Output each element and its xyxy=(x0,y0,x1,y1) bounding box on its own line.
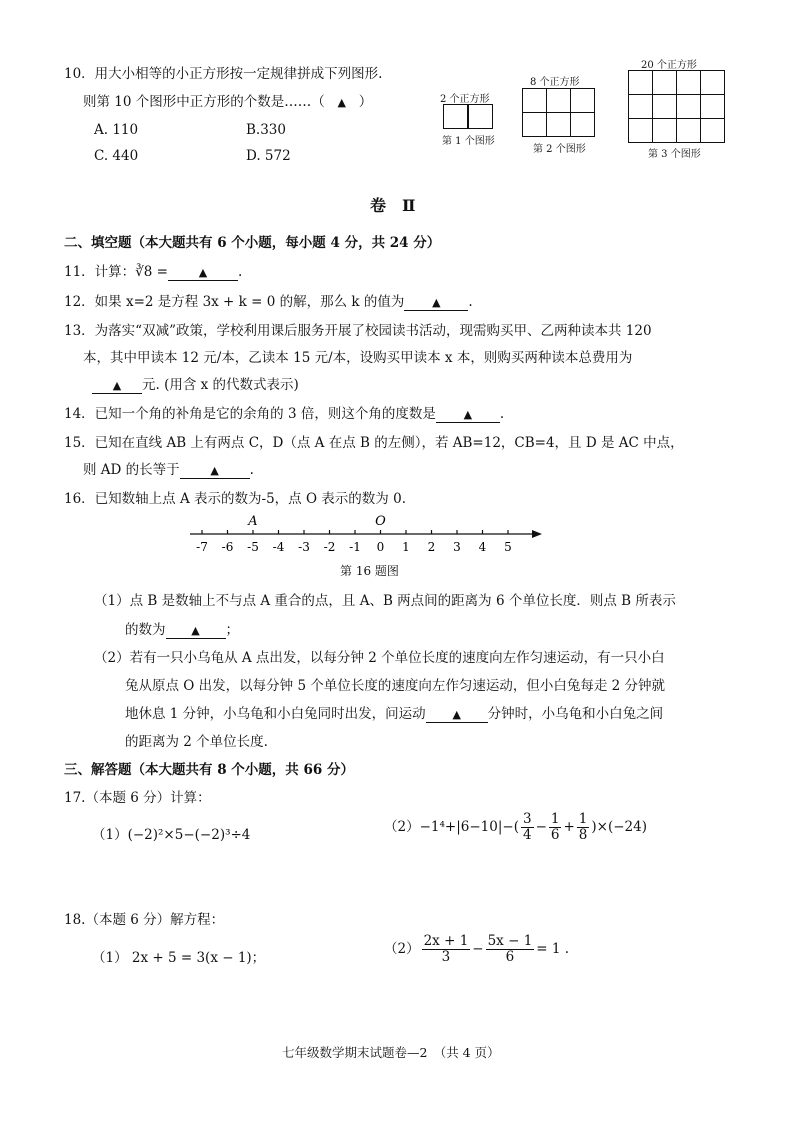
axis-tick-label: -5 xyxy=(247,540,259,554)
grid-square xyxy=(570,112,595,137)
q18-part2: （2） $\frac{2x + 1}{3}$ − $\frac{5x - 1}{6}$ = 1 . xyxy=(384,933,570,965)
grid-square xyxy=(522,88,547,113)
grid-square xyxy=(652,94,677,119)
grid-square xyxy=(700,70,725,95)
axis-tick-label: 1 xyxy=(402,540,410,554)
part3-heading: 三、解答题（本大题共有 8 个小题，共 66 分） xyxy=(64,762,354,778)
figure-1-grid xyxy=(443,104,493,129)
axis-tick-label: -3 xyxy=(298,540,310,554)
grid-square xyxy=(676,70,701,95)
grid-square xyxy=(700,118,725,143)
q12: 12．如果 x=2 是方程 3x + k = 0 的解，那么 k 的值为 ▲ . xyxy=(64,294,473,310)
axis-tick-label: 5 xyxy=(504,540,512,554)
figure-2-grid xyxy=(522,88,594,136)
q17-part1: （1）(−2)²×5−(−2)³÷4 xyxy=(92,827,251,843)
fig2-top-label: 8 个正方形 xyxy=(530,77,580,88)
answer-triangle: ▲ xyxy=(463,408,473,421)
axis-tick-label: 2 xyxy=(427,540,436,554)
fraction: $\frac{5x - 1}{6}$ xyxy=(487,933,533,965)
figure-3-grid xyxy=(628,70,724,142)
q13-line1: 13．为落实“双减”政策，学校利用课后服务开展了校园读书活动，现需购买甲、乙两种读本共 120 xyxy=(64,323,652,339)
axis-tick-label: -2 xyxy=(323,540,336,554)
fig3-top-label: 20 个正方形 xyxy=(641,60,697,71)
answer-triangle: ▲ xyxy=(432,296,441,309)
q15-line2: 则 AD 的长等于 ▲ . xyxy=(83,462,254,478)
section-title: 卷 Ⅱ xyxy=(370,196,416,215)
fig2-bottom-label: 第 2 个图形 xyxy=(533,144,586,155)
q16-stem: 16．已知数轴上点 A 表示的数为-5，点 O 表示的数为 0. xyxy=(64,491,406,507)
q10-option-a: A. 110 xyxy=(94,122,139,138)
q13-line2: 本，其中甲读本 12 元/本，乙读本 15 元/本，设购买甲读本 x 本，则购买两种读本总费用为 xyxy=(83,350,633,366)
fig1-top-label: 2 个正方形 xyxy=(440,94,490,105)
q14: 14．已知一个角的补角是它的余角的 3 倍，则这个角的度数是 ▲ . xyxy=(64,406,505,422)
q16-part2-line4: 的距离为 2 个单位长度. xyxy=(125,734,268,750)
axis-tick-label: 3 xyxy=(453,540,461,554)
answer-triangle: ▲ xyxy=(337,96,346,109)
axis-tick-label: -1 xyxy=(349,540,361,554)
answer-triangle: ▲ xyxy=(210,464,219,477)
fig3-bottom-label: 第 3 个图形 xyxy=(648,149,701,160)
answer-triangle: ▲ xyxy=(191,624,200,637)
axis-tick-label: -7 xyxy=(196,540,208,554)
q15-line1: 15．已知在直线 AB 上有两点 C，D（点 A 在点 B 的左侧），若 AB=12，CB=4，且 D 是 AC 中点， xyxy=(64,435,684,451)
grid-square xyxy=(628,94,653,119)
grid-square xyxy=(546,112,571,137)
grid-square xyxy=(522,112,547,137)
grid-square xyxy=(652,70,677,95)
grid-square xyxy=(676,94,701,119)
q13-line3: ▲ 元. (用含 x 的代数式表示) xyxy=(92,375,299,395)
answer-triangle: ▲ xyxy=(112,379,122,392)
fraction: $\frac{2x + 1}{3}$ xyxy=(423,933,469,965)
q16-part2-line2: 兔从原点 O 出发，以每分钟 5 个单位长度的速度向左作匀速运动，但小白兔每走 2 分钟就 xyxy=(125,678,665,694)
grid-square xyxy=(652,118,677,143)
axis-tick-label: 0 xyxy=(376,540,385,554)
q18-title: 18.（本题 6 分）解方程： xyxy=(64,912,225,928)
q10-option-c: C. 440 xyxy=(94,148,139,164)
q10-stem-line1: 10．用大小相等的小正方形按一定规律拼成下列图形. xyxy=(64,66,383,82)
axis-tick-label: 4 xyxy=(478,540,487,554)
q17-title: 17.（本题 6 分）计算： xyxy=(64,790,211,806)
q10-stem-line2: 则第 10 个图形中正方形的个数是……（ ▲ ） xyxy=(83,92,372,113)
figure-caption: 第 16 题图 xyxy=(340,564,399,578)
grid-square xyxy=(546,88,571,113)
grid-square xyxy=(700,94,725,119)
q18-part1: （1） 2x + 5 = 3(x − 1)； xyxy=(92,950,266,966)
q16-part2-line1: （2）若有一只小乌龟从 A 点出发，以每分钟 2 个单位长度的速度向左作匀速运动，有一只小白 xyxy=(94,650,665,666)
axis-tick-label: -4 xyxy=(272,540,285,554)
q16-part2-line3: 地休息 1 分钟，小乌龟和小白兔同时出发，问运动 ▲ 分钟时，小乌龟和小白兔之间 xyxy=(125,706,664,722)
q16-part1-line1: （1）点 B 是数轴上不与点 A 重合的点，且 A、B 两点间的距离为 6 个单位长度．则点 B 所表示 xyxy=(94,593,676,609)
fraction: $\frac{1}{6}$ xyxy=(550,811,560,843)
fraction: $\frac{1}{8}$ xyxy=(578,811,588,843)
fig1-bottom-label: 第 1 个图形 xyxy=(442,136,495,147)
page-footer: 七年级数学期末试题卷—2 （共 4 页） xyxy=(282,1045,500,1060)
q16-part1-line2: 的数为 ▲ ； xyxy=(125,622,239,638)
fraction: $\frac{3}{4}$ xyxy=(522,811,532,843)
part2-heading: 二、填空题（本大题共有 6 个小题，每小题 4 分，共 24 分） xyxy=(64,235,441,251)
q10-option-d: D. 572 xyxy=(246,148,291,164)
grid-square xyxy=(628,70,653,95)
q11: 11．计算：∛8 = ▲ . xyxy=(64,264,243,280)
axis-tick-label: -6 xyxy=(221,540,234,554)
point-o-label: O xyxy=(375,514,386,529)
q17-part2: （2）−1⁴+|6−10|−( $\frac{3}{4}$ − $\frac{1}{6}$ + $\frac{1}{8}$ )×(−24) xyxy=(384,811,647,843)
grid-square xyxy=(628,118,653,143)
number-line xyxy=(180,510,550,560)
answer-triangle: ▲ xyxy=(452,708,461,721)
point-a-label: A xyxy=(248,514,258,529)
answer-triangle: ▲ xyxy=(198,266,208,279)
grid-square xyxy=(570,88,595,113)
grid-square xyxy=(676,118,701,143)
q10-option-b: B.330 xyxy=(246,122,286,138)
